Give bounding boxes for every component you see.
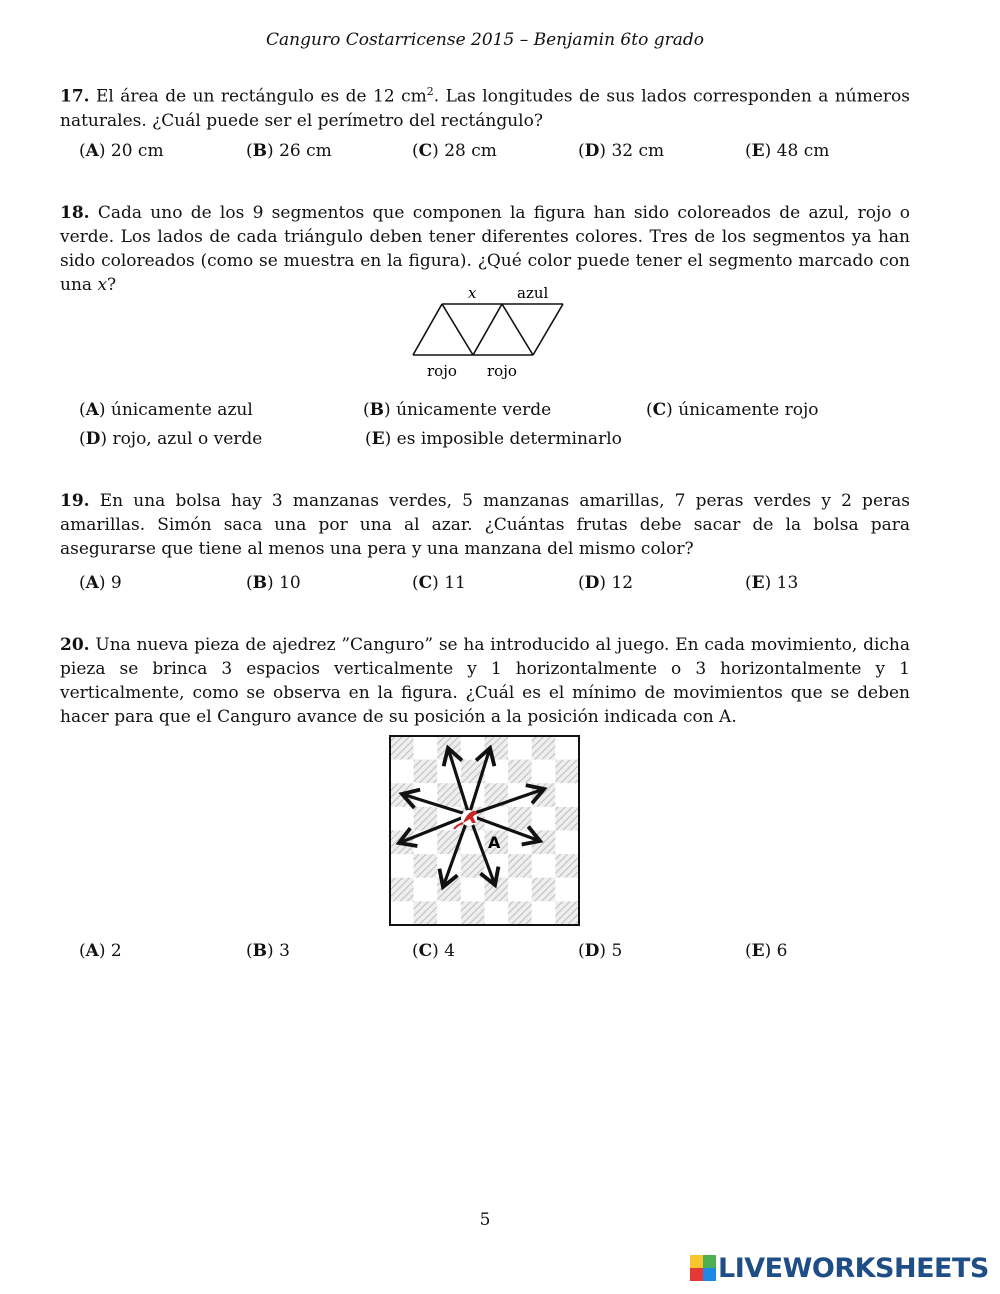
chessboard-square bbox=[555, 807, 579, 831]
chessboard-square bbox=[555, 854, 579, 878]
chessboard-square bbox=[414, 760, 438, 784]
question-18-variable: x bbox=[97, 275, 108, 295]
chessboard-square bbox=[414, 854, 438, 878]
q19-option-b[interactable]: (B) 10 bbox=[246, 573, 301, 593]
figure-label-a: A bbox=[488, 833, 501, 852]
segment-diag-5 bbox=[533, 304, 563, 355]
chessboard-square bbox=[461, 736, 485, 760]
q18-option-e[interactable]: (E) es imposible determinarlo bbox=[365, 429, 622, 449]
chessboard-square bbox=[485, 878, 509, 902]
question-17-number: 17. bbox=[60, 86, 90, 107]
segment-diag-2 bbox=[442, 304, 473, 355]
liveworksheets-logo[interactable] bbox=[690, 1252, 990, 1284]
page-header: Canguro Costarricense 2015 – Benjamin 6to grado bbox=[266, 30, 704, 50]
question-18-body-b: ? bbox=[107, 275, 117, 295]
figure-label-x: x bbox=[468, 284, 477, 302]
question-17-body-b: . Las longitudes de sus lados corresponden a números naturales. ¿Cuál puede ser el perímetro del rectángulo? bbox=[60, 86, 910, 131]
question-17-text bbox=[60, 80, 910, 133]
question-19-body: En una bolsa hay 3 manzanas verdes, 5 manzanas amarillas, 7 peras verdes y 2 peras amarillas. Simón saca una por una al azar. ¿Cuántas frutas debe sacar de la bolsa para asegurarse que tiene al menos una pera y una manzana del mismo color? bbox=[60, 491, 910, 559]
q17-option-c[interactable]: (C) 28 cm bbox=[412, 141, 497, 161]
q17-option-d[interactable]: (D) 32 cm bbox=[578, 141, 665, 161]
figure-label-rojo-2: rojo bbox=[487, 362, 517, 380]
q17-option-e[interactable]: (E) 48 cm bbox=[745, 141, 830, 161]
q18-option-a[interactable]: (A) únicamente azul bbox=[79, 400, 253, 420]
chessboard-square bbox=[532, 901, 556, 925]
q19-option-a[interactable]: (A) 9 bbox=[79, 573, 122, 593]
q19-option-e[interactable]: (E) 13 bbox=[745, 573, 799, 593]
chessboard-square bbox=[414, 807, 438, 831]
chessboard-square bbox=[390, 807, 414, 831]
question-20-body: Una nueva pieza de ajedrez ”Canguro” se ha introducido al juego. En cada movimiento, dicha pieza se brinca 3 espacios verticalmente y 1 horizontalmente o 3 horizontalmente y 1 verticalmente, como se observa en la figura. ¿Cuál es el mínimo de movimientos que se deben hacer para que el Canguro avance de su posición a la posición indicada con A. bbox=[60, 635, 910, 727]
chessboard-square bbox=[532, 831, 556, 855]
chessboard-square bbox=[437, 878, 461, 902]
chessboard-square bbox=[508, 760, 532, 784]
liveworksheets-wordmark: LIVEWORKSHEETS bbox=[718, 1252, 989, 1284]
chessboard-square bbox=[508, 878, 532, 902]
liveworksheets-icon bbox=[690, 1255, 716, 1281]
question-18-number: 18. bbox=[60, 203, 90, 223]
chessboard-square bbox=[532, 736, 556, 760]
segment-diag-1 bbox=[413, 304, 442, 355]
q20-option-c[interactable]: (C) 4 bbox=[412, 941, 456, 961]
chessboard-square bbox=[390, 878, 414, 902]
question-19-number: 19. bbox=[60, 491, 90, 511]
chessboard-square bbox=[508, 854, 532, 878]
q17-option-a[interactable]: (A) 20 cm bbox=[79, 141, 164, 161]
chessboard-square bbox=[437, 783, 461, 807]
chessboard-square bbox=[532, 783, 556, 807]
chessboard-square bbox=[532, 878, 556, 902]
q17-option-b[interactable]: (B) 26 cm bbox=[246, 141, 332, 161]
chessboard-square bbox=[555, 831, 579, 855]
question-19-text bbox=[60, 489, 910, 561]
question-20-number: 20. bbox=[60, 635, 90, 655]
chessboard-square bbox=[390, 760, 414, 784]
chessboard-square bbox=[390, 901, 414, 925]
chessboard-square bbox=[414, 736, 438, 760]
question-17-superscript: 2 bbox=[426, 85, 434, 98]
figure-label-azul: azul bbox=[517, 284, 549, 302]
q20-option-d[interactable]: (D) 5 bbox=[578, 941, 623, 961]
chessboard-square bbox=[461, 878, 485, 902]
chessboard-square bbox=[461, 901, 485, 925]
chessboard-figure bbox=[389, 735, 580, 926]
chessboard-square bbox=[485, 901, 509, 925]
segment-diag-4 bbox=[502, 304, 533, 355]
chessboard-square bbox=[414, 878, 438, 902]
q20-option-a[interactable]: (A) 2 bbox=[79, 941, 122, 961]
chessboard-square bbox=[508, 807, 532, 831]
chessboard-square bbox=[532, 807, 556, 831]
chessboard-square bbox=[390, 854, 414, 878]
chessboard-square bbox=[390, 736, 414, 760]
triangle-strip-figure bbox=[400, 280, 580, 385]
chessboard-square bbox=[555, 760, 579, 784]
chessboard-square bbox=[555, 878, 579, 902]
chessboard-square bbox=[437, 901, 461, 925]
q19-option-d[interactable]: (D) 12 bbox=[578, 573, 634, 593]
segment-diag-3-x bbox=[473, 304, 502, 355]
chessboard-square bbox=[461, 854, 485, 878]
chessboard-square bbox=[508, 901, 532, 925]
q18-option-d[interactable]: (D) rojo, azul o verde bbox=[79, 429, 263, 449]
chessboard-square bbox=[485, 760, 509, 784]
chessboard-square bbox=[532, 854, 556, 878]
q18-option-b[interactable]: (B) únicamente verde bbox=[363, 400, 552, 420]
chessboard-square bbox=[555, 901, 579, 925]
q19-option-c[interactable]: (C) 11 bbox=[412, 573, 466, 593]
q18-option-c[interactable]: (C) únicamente rojo bbox=[646, 400, 819, 420]
question-20-text bbox=[60, 633, 910, 729]
page-number: 5 bbox=[479, 1210, 491, 1230]
q20-option-e[interactable]: (E) 6 bbox=[745, 941, 788, 961]
chessboard-square bbox=[532, 760, 556, 784]
chessboard-square bbox=[414, 901, 438, 925]
q20-option-b[interactable]: (B) 3 bbox=[246, 941, 290, 961]
question-18-body-a: Cada uno de los 9 segmentos que componen la figura han sido coloreados de azul, rojo o verde. Los lados de cada triángulo deben tener diferentes colores. Tres de los segmentos ya han sido coloreados (como se muestra en la figura). ¿Qué color puede tener el segmento marcado con una bbox=[60, 203, 910, 295]
question-17-body-a: El área de un rectángulo es de 12 cm bbox=[89, 86, 427, 107]
chessboard-square bbox=[508, 736, 532, 760]
figure-label-rojo-1: rojo bbox=[427, 362, 457, 380]
chessboard-square bbox=[555, 736, 579, 760]
chessboard-square bbox=[555, 783, 579, 807]
